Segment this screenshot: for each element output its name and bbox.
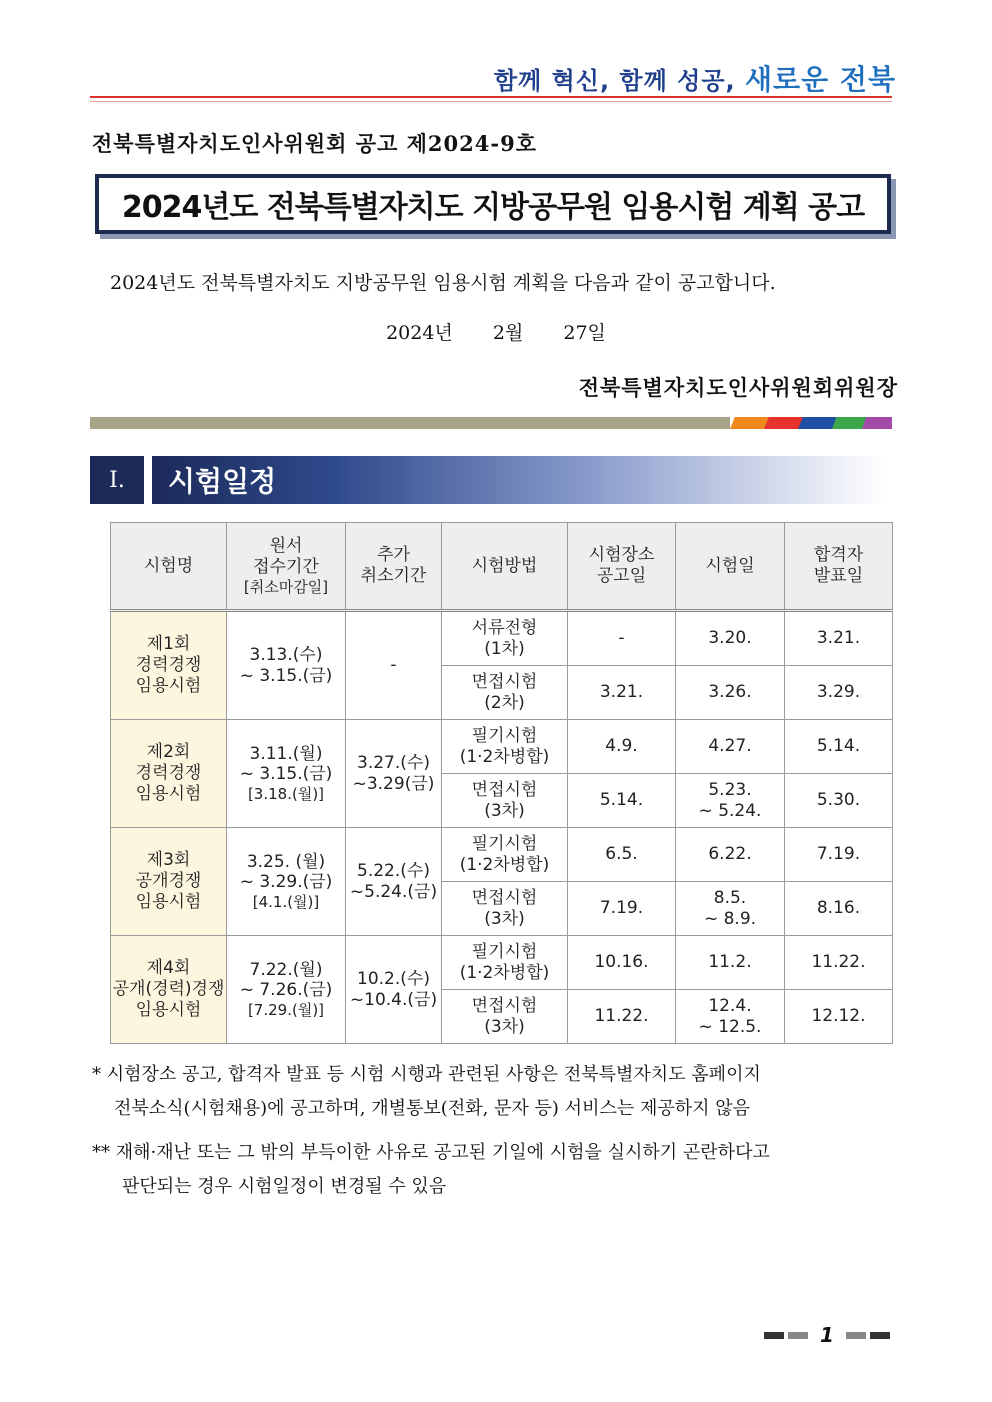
exam-name-cell: 제2회 경력경쟁 임용시험 [111,720,227,828]
header-extra-cancel: 추가 취소기간 [346,523,442,611]
page-footer [764,1323,890,1347]
method-cell: 필기시험 (1·2차병합) [442,936,568,990]
decorative-segment-purple [862,417,892,429]
header-slogan [494,58,896,98]
venue-date-cell: 7.19. [568,882,676,936]
header-apply-period: 원서 접수기간 [취소마감일] [227,523,346,611]
table-row [111,611,893,666]
result-date-cell: 11.22. [785,936,893,990]
header-exam-name: 시험명 [111,523,227,611]
venue-date-cell: - [568,611,676,666]
table-row [111,720,893,774]
note-1-line1: * 시험장소 공고, 합격자 발표 등 시험 시행과 관련된 사항은 전북특별자치도 홈페이지 [92,1064,761,1085]
note-1-line2: 전북소식(시험채용)에 공고하며, 개별통보(전화, 문자 등) 서비스는 제공하지 않음 [114,1098,750,1119]
result-date-cell: 12.12. [785,990,893,1044]
exam-date-cell: 3.20. [676,611,785,666]
method-cell: 면접시험 (3차) [442,774,568,828]
section-heading [152,456,884,504]
footer-block [870,1332,890,1339]
slogan-brand: 새로운 전북 [745,63,896,96]
note-2-line1: ** 재해·재난 또는 그 밖의 부득이한 사유로 공고된 기일에 시험을 실시하기 곤란하다고 [92,1142,770,1163]
signer: 전북특별자치도인사위원회위원장 [578,376,898,400]
exam-date-cell: 6.22. [676,828,785,882]
exam-name-cell: 제1회 경력경쟁 임용시험 [111,611,227,720]
extra-cancel-cell: 5.22.(수) ~5.24.(금) [346,828,442,936]
footer-block [846,1332,866,1339]
venue-date-cell: 10.16. [568,936,676,990]
result-date-cell: 3.29. [785,666,893,720]
venue-date-cell: 5.14. [568,774,676,828]
extra-cancel-cell: - [346,611,442,720]
header-result-date: 합격자 발표일 [785,523,893,611]
venue-date-cell: 6.5. [568,828,676,882]
decorative-bar [90,417,730,429]
exam-name-cell: 제4회 공개(경력)경쟁 임용시험 [111,936,227,1044]
header-exam-date: 시험일 [676,523,785,611]
table-header-row [111,523,893,611]
method-cell: 면접시험 (3차) [442,882,568,936]
header-rule [90,96,892,98]
table-row [111,828,893,882]
notice-date [0,318,992,345]
method-cell: 필기시험 (1·2차병합) [442,828,568,882]
exam-date-cell: 4.27. [676,720,785,774]
section-title: 시험일정 [168,465,277,498]
exam-date-cell: 12.4. ~ 12.5. [676,990,785,1044]
result-date-cell: 5.14. [785,720,893,774]
decorative-segment-red [764,417,804,429]
note-1 [92,1058,904,1126]
apply-period-cell: 3.11.(월) ~ 3.15.(금) [3.18.(월)] [227,720,346,828]
header-method: 시험방법 [442,523,568,611]
method-cell: 면접시험 (3차) [442,990,568,1044]
venue-date-cell: 11.22. [568,990,676,1044]
method-cell: 필기시험 (1·2차병합) [442,720,568,774]
apply-period-cell: 3.25. (월) ~ 3.29.(금) [4.1.(월)] [227,828,346,936]
decorative-segment-orange [730,417,770,429]
note-2-line2: 판단되는 경우 시험일정이 변경될 수 있음 [122,1176,447,1197]
exam-date-cell: 5.23. ~ 5.24. [676,774,785,828]
intro-text: 2024년도 전북특별자치도 지방공무원 임용시험 계획을 다음과 같이 공고합니다. [110,272,776,294]
apply-period-cell: 3.13.(수) ~ 3.15.(금) [227,611,346,720]
date-year: 2024년 [386,322,453,344]
page-title: 2024년도 전북특별자치도 지방공무원 임용시험 계획 공고 [121,190,865,225]
date-month: 2월 [492,322,524,344]
decorative-segment-blue [798,417,838,429]
result-date-cell: 8.16. [785,882,893,936]
extra-cancel-cell: 10.2.(수) ~10.4.(금) [346,936,442,1044]
date-day: 27일 [563,322,606,344]
section-number: Ⅰ. [90,456,144,504]
venue-date-cell: 3.21. [568,666,676,720]
venue-date-cell: 4.9. [568,720,676,774]
result-date-cell: 3.21. [785,611,893,666]
exam-date-cell: 11.2. [676,936,785,990]
decorative-segment-green [832,417,868,429]
method-cell: 면접시험 (2차) [442,666,568,720]
table-row [111,936,893,990]
result-date-cell: 5.30. [785,774,893,828]
schedule-table [110,522,893,1044]
exam-name-cell: 제3회 공개경쟁 임용시험 [111,828,227,936]
extra-cancel-cell: 3.27.(수) ~3.29(금) [346,720,442,828]
page-number: 1 [820,1323,834,1347]
apply-period-cell: 7.22.(월) ~ 7.26.(금) [7.29.(월)] [227,936,346,1044]
slogan-text: 함께 혁신, 함께 성공, [493,67,736,95]
result-date-cell: 7.19. [785,828,893,882]
notice-number: 전북특별자치도인사위원회 공고 제2024-9호 [92,131,537,156]
footer-block [764,1332,784,1339]
footer-block [788,1332,808,1339]
exam-date-cell: 3.26. [676,666,785,720]
note-2 [92,1136,904,1204]
title-box [95,174,891,234]
header-venue-date: 시험장소 공고일 [568,523,676,611]
header-rule-thin [90,101,892,102]
method-cell: 서류전형 (1차) [442,611,568,666]
exam-date-cell: 8.5. ~ 8.9. [676,882,785,936]
